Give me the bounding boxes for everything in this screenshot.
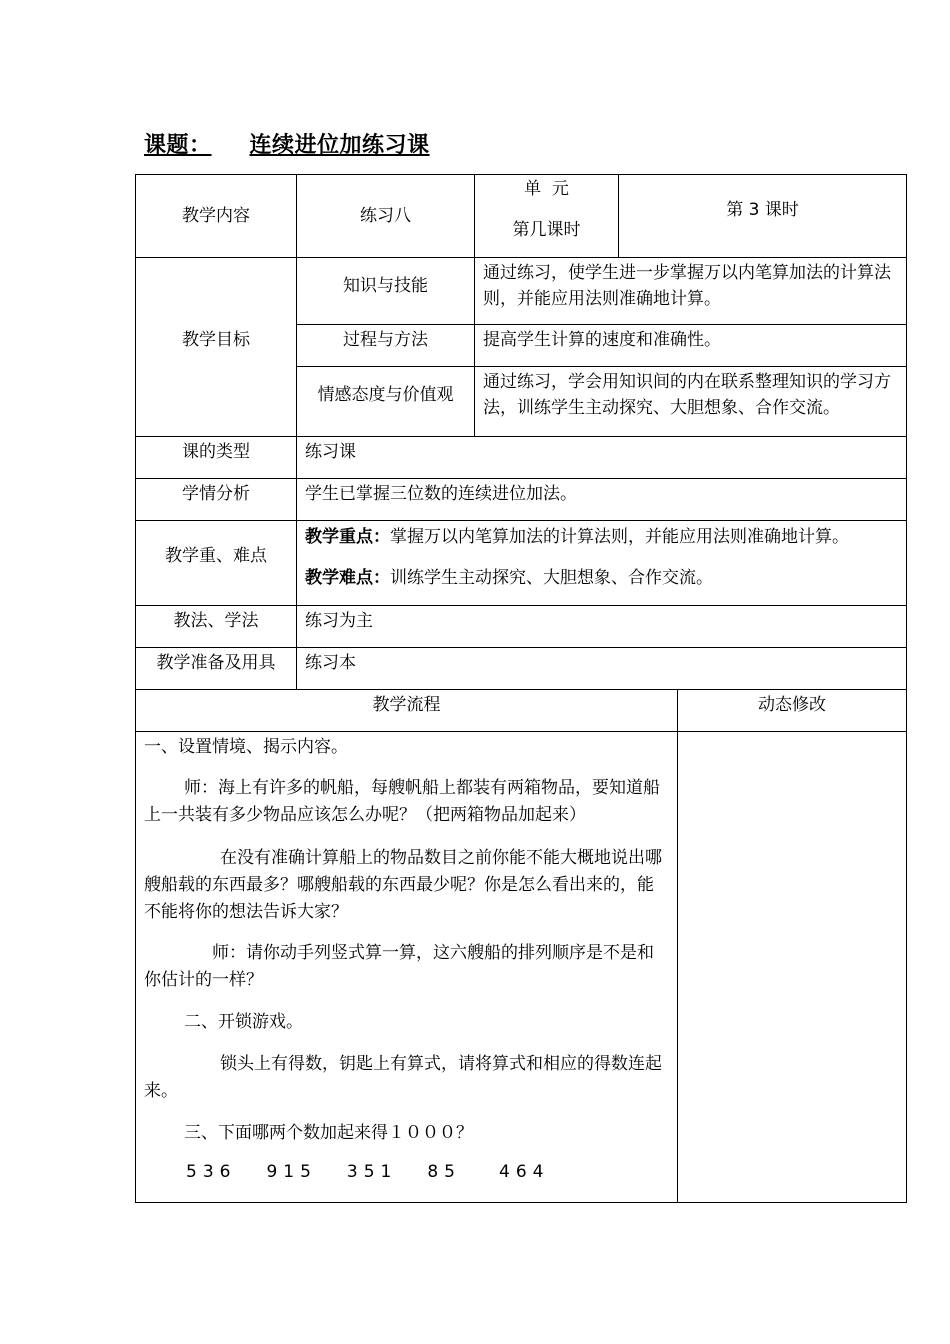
process-header: 教学流程 <box>372 695 441 715</box>
lesson-type-label: 课的类型 <box>182 442 250 462</box>
focus-text: 掌握万以内笔算加法的计算法则，并能应用法则准确地计算。 <box>390 527 849 547</box>
title-label: 课题： <box>144 133 212 158</box>
number-list <box>186 1162 549 1182</box>
objectives-label: 教学目标 <box>182 330 250 350</box>
objective-knowledge-text: 通过练习，使学生进一步掌握万以内笔算加法的计算法则，并能应用法则准确地计算。 <box>483 263 891 309</box>
lesson-value: 第 3 课时 <box>726 200 799 220</box>
materials-value: 练习本 <box>305 653 356 673</box>
number-item: 915 <box>266 1162 317 1182</box>
unit-label: 单 元 <box>524 179 569 199</box>
methods-value: 练习为主 <box>305 611 373 631</box>
objective-emotion-label: 情感态度与价值观 <box>317 385 454 405</box>
lesson-label: 第几课时 <box>512 220 581 240</box>
lock-game-instruction: 锁头上有得数，钥匙上有算式，请将算式和相应的得数连起来。 <box>144 1054 662 1101</box>
number-item: 85 <box>427 1162 461 1182</box>
title-text: 连续进位加练习课 <box>249 133 430 158</box>
key-points-label: 教学重、难点 <box>165 546 267 566</box>
number-item: 536 <box>186 1162 237 1182</box>
lesson-type-value: 练习课 <box>305 442 356 462</box>
teacher-question-2: 师：请你动手列竖式算一算，这六艘船的排列顺序是不是和你估计的一样？ <box>144 943 654 990</box>
number-item: 464 <box>499 1162 550 1182</box>
analysis-label: 学情分析 <box>182 484 250 504</box>
analysis-value: 学生已掌握三位数的连续进位加法。 <box>305 484 577 504</box>
content-value: 练习八 <box>360 206 411 226</box>
difficulty-label: 教学难点： <box>305 568 390 588</box>
key-point-difficulty <box>297 563 906 593</box>
objective-process-text: 提高学生计算的速度和准确性。 <box>483 330 721 350</box>
estimation-question: 在没有准确计算船上的物品数目之前你能不能大概地说出哪艘船载的东西最多？哪艘船载的东西最少呢？你是怎么看出来的，能不能将你的想法告诉大家？ <box>144 848 662 922</box>
revision-header: 动态修改 <box>758 695 826 715</box>
objective-process-label: 过程与方法 <box>343 330 428 350</box>
focus-label: 教学重点： <box>305 527 390 547</box>
section-two-heading: 二、开锁游戏。 <box>184 1012 303 1032</box>
difficulty-text: 训练学生主动探究、大胆想象、合作交流。 <box>390 568 713 588</box>
objective-knowledge-label: 知识与技能 <box>343 276 428 296</box>
number-item: 351 <box>346 1162 398 1182</box>
key-point-focus <box>297 522 906 552</box>
teacher-question-1: 师：海上有许多的帆船，每艘帆船上都装有两箱物品，要知道船上一共装有多少物品应该怎么办呢？（把两箱物品加起来） <box>144 778 660 825</box>
objective-emotion-text: 通过练习，学会用知识间的内在联系整理知识的学习方法，训练学生主动探究、大胆想象、合作交流。 <box>483 372 891 418</box>
section-three-heading: 三、下面哪两个数加起来得１０００？ <box>184 1123 473 1143</box>
section-one-heading: 一、设置情境、揭示内容。 <box>144 737 348 757</box>
methods-label: 教法、学法 <box>173 611 259 631</box>
lesson-title <box>144 128 430 159</box>
materials-label: 教学准备及用具 <box>156 653 276 673</box>
content-label: 教学内容 <box>182 206 250 226</box>
